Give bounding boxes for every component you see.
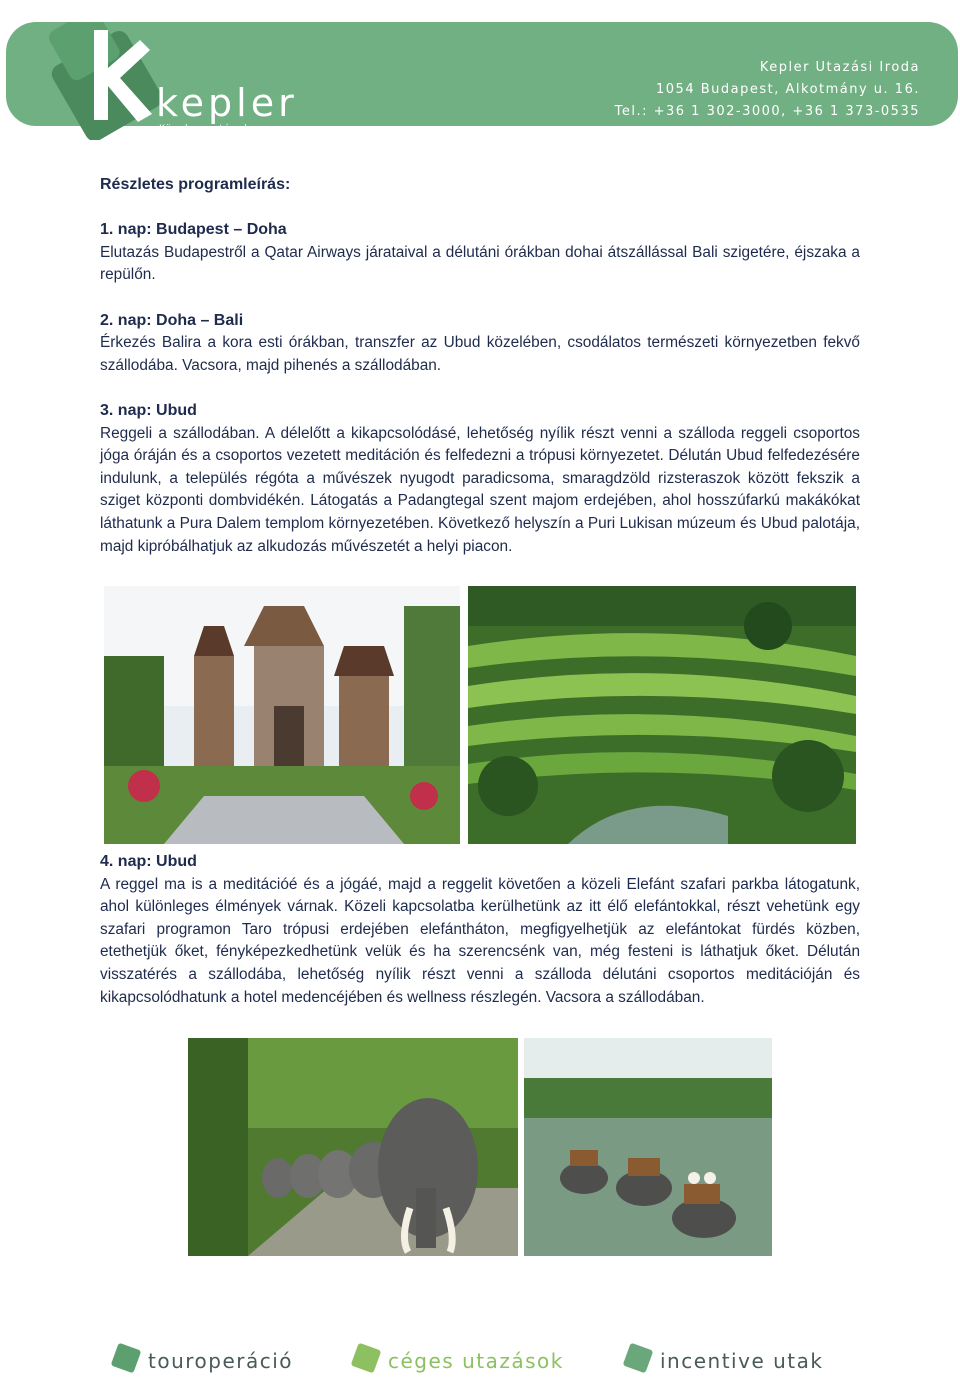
day-1 — [100, 219, 860, 287]
day-description: Elutazás Budapestről a Qatar Airways járataival a délutáni órákban dohai átszállással Bali szigetére, éjszaka a repülőn. — [100, 243, 860, 284]
day-description: A reggel ma is a meditációé és a jógáé, majd a reggelit követően a közeli Elefánt szafari parkba látogatunk, ahol különleges élmények várnak. Közeli kapcsolatba kerülhetünk az itt élő elefántokkal, részt vehetünk egy szafari programon Taro trópusi erdejében elefántháton, megfigyelhetjük az elefántokat fürdés közben, etethetjük őket, fényképezkedhetünk velük és ha szerencsénk van, még festeni is láthatjuk őket. Délután visszatérés a szállodába, lehetőség nyílik részt venni a szálloda délutáni csoportos meditációján és kikapcsolódhatunk a hotel medencéjében és wellness részlegén. Vacsora a szállodában. — [100, 875, 860, 1006]
footer-label: céges utazások — [388, 1349, 564, 1373]
agency-address: 1054 Budapest, Alkotmány u. 16. — [656, 82, 920, 97]
day-title: 2. nap: Doha – Bali — [100, 311, 244, 329]
temple-photo — [104, 586, 460, 844]
footer-label: incentive utak — [660, 1349, 824, 1373]
kepler-logo-icon — [48, 22, 168, 140]
section-heading: Részletes programleírás: — [100, 176, 291, 193]
agency-fax-email-web: Fax: +36 1 373-0536, office@kepler.hu, www.kepler.hu — [485, 126, 920, 141]
logo-tagline: Közel sem távol — [159, 124, 248, 134]
logo-wordmark: kepler — [156, 81, 298, 125]
day-description: Érkezés Balira a kora esti órákban, transzfer az Ubud közelében, csodálatos természeti környezetben fekvő szállodába. Vacsora, majd pihenés a szállodában. — [100, 334, 860, 374]
elephant-bathing-photo — [524, 1038, 772, 1256]
footer-item-ceges-utazasok — [348, 1340, 618, 1376]
day-2 — [100, 310, 860, 378]
contact-block — [485, 57, 920, 145]
green-diamond-icon — [348, 1340, 384, 1376]
day-3 — [100, 400, 860, 558]
day-title: 1. nap: Budapest – Doha — [100, 221, 287, 239]
elephant-line-photo — [188, 1038, 518, 1256]
day-title: 4. nap: Ubud — [100, 853, 197, 870]
program-description-continued — [100, 851, 860, 1009]
day-4 — [100, 851, 860, 1009]
green-diamond-icon — [108, 1340, 144, 1376]
program-description — [100, 174, 860, 558]
header-banner — [6, 22, 958, 141]
footer-item-incentive-utak — [620, 1340, 870, 1376]
rice-terrace-photo — [468, 586, 856, 844]
footer-label: touroperáció — [148, 1349, 294, 1373]
footer-services — [108, 1340, 868, 1380]
footer-item-touroperacio — [108, 1340, 348, 1376]
agency-name: Kepler Utazási Iroda — [759, 60, 920, 75]
agency-phone: Tel.: +36 1 302-3000, +36 1 373-0535 — [614, 104, 920, 119]
day-title: 3. nap: Ubud — [100, 401, 197, 419]
day-description: Reggeli a szállodában. A délelőtt a kikapcsolódásé, lehetőség nyílik részt venni a szálloda reggeli csoportos jóga óráján és a csoportos vezetett meditáción és felfedezni a trópusi környezetet. Délután Ubud felfedezésére indulunk, a település régóta a művészek nyugodt paradicsoma, smaragdzöld rizsteraszok között fekszik a sziget központi dombvidékén. Látogatás a Padangtegal szent majom erdejében, ahol hosszúfarkú makákókat láthatunk a Pura Dalem templom környezetében. Következő helyszín a Puri Lukisan múzeum és Ubud palotája, majd kipróbálhatjuk az alkudozás művészetét a helyi piacon. — [100, 424, 860, 555]
green-diamond-icon — [620, 1340, 656, 1376]
